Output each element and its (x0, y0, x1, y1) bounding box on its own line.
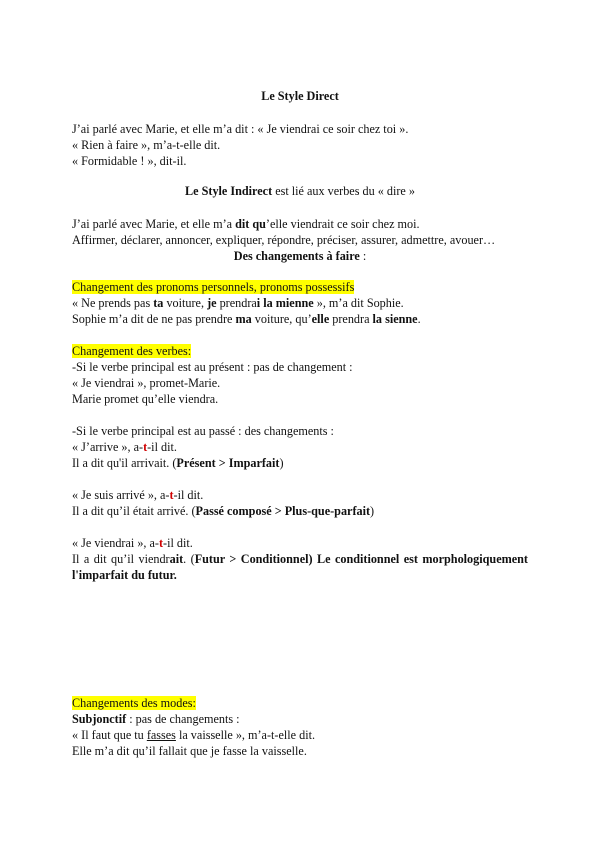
verbs-heading (72, 343, 528, 359)
subjunctive-example-1: « Il faut que tu fasses la vaisselle », m’a-t-elle dit. (72, 728, 316, 742)
subjunctive-example-2: Elle m’a dit qu’il fallait que je fasse la vaisselle. (72, 744, 307, 758)
past-example-c-result: Il a dit qu’il viendrait. (Futur > Conditionnel) Le conditionnel est morphologiquement l'imparfait du futur. (72, 552, 528, 582)
pronouns-heading (72, 279, 528, 295)
indirect-heading (72, 183, 528, 199)
direct-example-line-3: « Formidable ! », dit-il. (72, 154, 187, 168)
past-rule: -Si le verbe principal est au passé : des changements : (72, 424, 334, 438)
pronouns-example-2: Sophie m’a dit de ne pas prendre ma voiture, qu’elle prendra la sienne. (72, 312, 421, 326)
euphonic-t: t (158, 536, 164, 550)
past-example-a-quote: « J’arrive », a-t-il dit. (72, 440, 177, 454)
verbs-heading-highlight: Changement des verbes: (72, 344, 192, 358)
present-example-2: Marie promet qu’elle viendra. (72, 392, 219, 406)
modes-heading-highlight: Changements des modes: (72, 696, 196, 710)
direct-example-line-1: J’ai parlé avec Marie, et elle m’a dit : « Je viendrai ce soir chez toi ». (72, 122, 409, 136)
indirect-heading-rest: est lié aux verbes du « dire » (272, 184, 415, 198)
past-example-c-quote: « Je viendrai », a-t-il dit. (72, 536, 193, 550)
direct-example-line-2: « Rien à faire », m’a-t-elle dit. (72, 138, 221, 152)
present-rule: -Si le verbe principal est au présent : pas de changement : (72, 360, 353, 374)
modes-heading (72, 695, 528, 711)
past-example-a-result: Il a dit qu'il arrivait. (Présent > Imparfait) (72, 456, 284, 470)
present-example-1: « Je viendrai », promet-Marie. (72, 376, 221, 390)
indirect-heading-bold: Le Style Indirect (185, 184, 273, 198)
page-title: Le Style Direct (261, 89, 339, 103)
pronouns-example-1: « Ne prends pas ta voiture, je prendrai la mienne », m’a dit Sophie. (72, 296, 404, 310)
past-example-b-result: Il a dit qu’il était arrivé. (Passé composé > Plus-que-parfait) (72, 504, 375, 518)
past-example-b-quote: « Je suis arrivé », a-t-il dit. (72, 488, 204, 502)
indirect-example: J’ai parlé avec Marie, et elle m’a dit qu’elle viendrait ce soir chez moi. (72, 217, 420, 231)
euphonic-t: t (169, 488, 174, 502)
pronouns-heading-highlight: Changement des pronoms personnels, pronoms possessifs (72, 280, 355, 294)
verbs-list: Affirmer, déclarer, annoncer, expliquer, répondre, préciser, assurer, admettre, avouer… (72, 233, 496, 247)
changes-heading: Des changements à faire : (233, 249, 367, 263)
subjunctive-rule: Subjonctif : pas de changements : (72, 712, 240, 726)
euphonic-t: t (143, 440, 148, 454)
